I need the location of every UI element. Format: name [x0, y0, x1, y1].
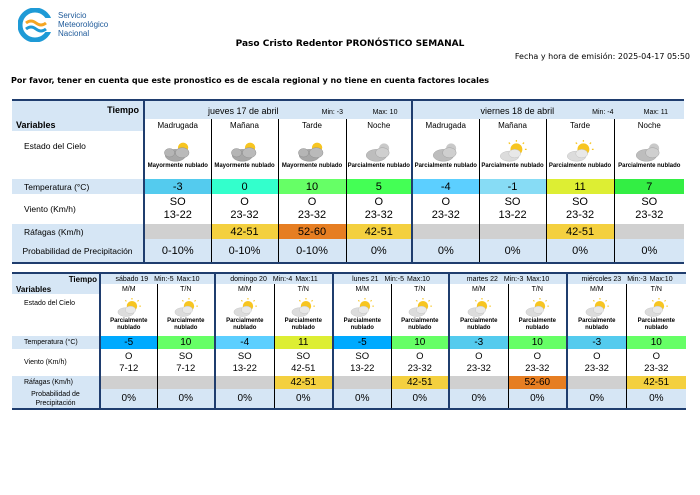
- wind-direction: SO: [504, 196, 521, 208]
- sky-text: Parcialmente nublado: [343, 318, 381, 331]
- sky-text: Parcialmente nublado: [284, 318, 322, 331]
- partly-cloudy-icon: [480, 140, 546, 163]
- sky-cell: [278, 131, 346, 179]
- sky-cell: [508, 294, 567, 336]
- period-label: T/N: [157, 284, 215, 294]
- partly-cloudy-icon: [568, 298, 626, 318]
- wind-speed: 23-32: [466, 362, 491, 374]
- partly-cloudy-night-icon: [615, 140, 685, 163]
- period-label: Tarde: [546, 119, 614, 131]
- gust-cell: [449, 376, 508, 389]
- wind-speed: 23-32: [565, 209, 595, 221]
- sky-cell: [567, 294, 626, 336]
- wind-direction: O: [652, 350, 660, 362]
- wind-cell: [100, 349, 157, 376]
- wind-speed: 13-22: [163, 209, 192, 221]
- period-label: Mañana: [479, 119, 546, 131]
- wind-cell: [479, 194, 546, 224]
- precip-prob-cell: 0%: [479, 239, 546, 263]
- temperature-cell: -5: [100, 336, 157, 349]
- sky-cell: [626, 294, 686, 336]
- wind-direction: O: [307, 196, 317, 208]
- wind-cell: [626, 349, 686, 376]
- sky-text: Parcialmente nublado: [578, 318, 616, 331]
- page-title: Paso Cristo Redentor PRONÓSTICO SEMANAL: [235, 39, 465, 49]
- sky-cell: [144, 131, 211, 179]
- sky-text: Parcialmente nublado: [347, 163, 410, 169]
- smn-logo-icon: [18, 8, 58, 42]
- temperature-cell: -3: [567, 336, 626, 349]
- temperature-cell: 11: [274, 336, 333, 349]
- temperature-cell: -3: [449, 336, 508, 349]
- sky-text: Parcialmente nublado: [548, 163, 612, 169]
- period-label: T/N: [508, 284, 567, 294]
- sky-text: Parcialmente nublado: [226, 318, 264, 331]
- sky-text: Parcialmente nublado: [401, 318, 439, 331]
- period-label: Madrugada: [412, 119, 479, 131]
- partly-cloudy-icon: [450, 298, 508, 318]
- period-label: T/N: [391, 284, 449, 294]
- wind-speed: 13-22: [498, 209, 527, 221]
- wind-direction: SO: [572, 196, 588, 208]
- wind-speed: 23-32: [644, 362, 669, 374]
- sky-text: Mayormente nublado: [281, 163, 343, 169]
- day-header-2: viernes 18 de abril Min: -4 Max: 11: [412, 100, 684, 119]
- temperature-cell: -4: [412, 179, 479, 194]
- day-max: Max:10: [407, 275, 430, 283]
- gust-cell: 52-60: [508, 376, 567, 389]
- wind-speed: 23-32: [525, 362, 550, 374]
- period-label: T/N: [274, 284, 333, 294]
- temperature-cell: -5: [333, 336, 391, 349]
- wind-direction: O: [416, 350, 424, 362]
- temp-label: Temperatura (°C): [12, 179, 144, 194]
- precip-prob-cell: 0%: [412, 239, 479, 263]
- issue-datetime: Fecha y hora de emisión: 2025-04-17 05:50: [514, 52, 690, 61]
- precip-prob-cell: 0%: [614, 239, 684, 263]
- partly-cloudy-icon: [275, 298, 333, 318]
- sky-cell: [412, 131, 479, 179]
- wind-direction: SO: [296, 350, 311, 362]
- temp-label: Temperatura (°C): [12, 336, 100, 349]
- wind-speed: 23-32: [230, 209, 259, 221]
- gust-cell: 42-51: [391, 376, 449, 389]
- wind-direction: SO: [178, 350, 193, 362]
- partly-cloudy-night-icon: [347, 140, 412, 163]
- day-max: Max:10: [526, 275, 550, 283]
- temperature-cell: 10: [626, 336, 686, 349]
- wind-cell: [215, 349, 274, 376]
- wind-label: Viento (Km/h): [12, 194, 144, 224]
- precip-prob-cell: 0-10%: [211, 239, 278, 263]
- wind-cell: [333, 349, 391, 376]
- tiempo-label: Tiempo: [12, 100, 144, 119]
- partly-cloudy-icon: [334, 298, 391, 318]
- precip-prob-cell: 0%: [508, 389, 567, 409]
- day-min: Min:-3: [627, 275, 647, 283]
- day-min: Min:-5: [384, 275, 404, 283]
- wind-speed: 23-32: [431, 209, 460, 221]
- temperature-cell: 10: [278, 179, 346, 194]
- period-label: Madrugada: [144, 119, 211, 131]
- day-header: [567, 273, 686, 284]
- variables-label: Variables: [16, 120, 56, 130]
- sky-cell: [391, 294, 449, 336]
- prob-label: Probabilidad de Precipitación: [12, 389, 100, 409]
- wind-direction: SO: [169, 196, 186, 208]
- gust-cell: 42-51: [346, 224, 412, 239]
- day-name: martes 22: [466, 275, 498, 283]
- wind-cell: [412, 194, 479, 224]
- sky-cell: [211, 131, 278, 179]
- wind-cell: [274, 349, 333, 376]
- day-header: [449, 273, 567, 284]
- temperature-cell: 11: [546, 179, 614, 194]
- prob-label: Probabilidad de Precipitación: [12, 239, 144, 263]
- period-label: Noche: [346, 119, 412, 131]
- gust-cell: 42-51: [546, 224, 614, 239]
- wind-direction: O: [593, 350, 601, 362]
- gust-cell: 42-51: [274, 376, 333, 389]
- gust-cell: [100, 376, 157, 389]
- tiempo-label: Tiempo: [12, 273, 100, 284]
- wind-cell: [449, 349, 508, 376]
- day-header: [333, 273, 449, 284]
- gust-cell: 42-51: [626, 376, 686, 389]
- sky-text: Mayormente nublado: [147, 163, 208, 169]
- variables-label: Variables: [12, 284, 100, 294]
- sky-label: Estado del Cielo: [12, 294, 100, 336]
- gust-cell: [479, 224, 546, 239]
- sky-text: Parcialmente nublado: [460, 318, 498, 331]
- wind-speed: 23-32: [407, 362, 432, 374]
- wind-cell: [614, 194, 684, 224]
- sky-cell: [100, 294, 157, 336]
- precip-prob-cell: 0%: [346, 239, 412, 263]
- wind-cell: [157, 349, 215, 376]
- sky-text: Parcialmente nublado: [110, 318, 148, 331]
- wind-cell: [211, 194, 278, 224]
- wind-speed: 23-32: [584, 362, 609, 374]
- period-label: M/M: [567, 284, 626, 294]
- precip-prob-cell: 0%: [391, 389, 449, 409]
- wind-direction: O: [533, 350, 541, 362]
- wind-cell: [567, 349, 626, 376]
- day-header-1: jueves 17 de abril Min: -3 Max: 10: [144, 100, 412, 119]
- period-label: Tarde: [278, 119, 346, 131]
- day-max: Max:10: [649, 275, 673, 283]
- precip-prob-cell: 0%: [449, 389, 508, 409]
- temperature-cell: 0: [211, 179, 278, 194]
- sky-cell: [546, 131, 614, 179]
- precip-prob-cell: 0%: [100, 389, 157, 409]
- partly-cloudy-night-icon: [413, 140, 479, 163]
- gust-cell: [215, 376, 274, 389]
- wind-direction: SO: [641, 196, 658, 208]
- sky-text: Parcialmente nublado: [481, 163, 544, 169]
- partly-cloudy-icon: [509, 298, 567, 318]
- precip-prob-cell: 0%: [333, 389, 391, 409]
- day-max: Max:10: [176, 275, 200, 283]
- partly-cloudy-icon: [547, 140, 614, 163]
- period-label: M/M: [100, 284, 157, 294]
- partly-cloudy-icon: [627, 298, 687, 318]
- day-min: Min:-5: [154, 275, 174, 283]
- precip-prob-cell: 0-10%: [144, 239, 211, 263]
- gust-cell: [144, 224, 211, 239]
- sky-cell: [449, 294, 508, 336]
- partly-cloudy-icon: [216, 298, 274, 318]
- temperature-cell: 5: [346, 179, 412, 194]
- sky-text: Parcialmente nublado: [618, 163, 681, 169]
- wind-speed: 23-32: [635, 209, 664, 221]
- temperature-cell: -1: [479, 179, 546, 194]
- precip-prob-cell: 0%: [274, 389, 333, 409]
- temperature-cell: 10: [391, 336, 449, 349]
- sky-text: Parcialmente nublado: [167, 318, 205, 331]
- wind-speed: 7-12: [119, 362, 139, 374]
- sky-cell: [157, 294, 215, 336]
- day-min: Min:-4: [272, 275, 293, 283]
- wind-direction: O: [441, 196, 451, 208]
- gust-cell: 42-51: [211, 224, 278, 239]
- wind-speed: 23-32: [297, 209, 327, 221]
- temperature-cell: 7: [614, 179, 684, 194]
- wind-cell: [508, 349, 567, 376]
- gust-cell: [614, 224, 684, 239]
- wind-direction: O: [374, 196, 384, 208]
- wind-speed: 42-51: [291, 362, 316, 374]
- mostly-cloudy-icon: [145, 140, 211, 163]
- wind-cell: [144, 194, 211, 224]
- period-label: Noche: [614, 119, 684, 131]
- regional-note: Por favor, tener en cuenta que este pronostico es de escala regional y no tiene en cuenta factores locales: [11, 76, 490, 85]
- wind-speed: 23-32: [364, 209, 393, 221]
- precip-prob-cell: 0%: [567, 389, 626, 409]
- wind-label: Viento (Km/h): [12, 349, 100, 376]
- temperature-cell: 10: [157, 336, 215, 349]
- forecast-table-days-3-7: [12, 272, 686, 410]
- sky-cell: [346, 131, 412, 179]
- wind-speed: 7-12: [176, 362, 196, 374]
- precip-prob-cell: 0-10%: [278, 239, 346, 263]
- period-label: T/N: [626, 284, 686, 294]
- logo-text: Servicio Meteorológico Nacional: [58, 11, 109, 38]
- wind-direction: O: [240, 196, 249, 208]
- partly-cloudy-icon: [392, 298, 449, 318]
- sky-cell: [479, 131, 546, 179]
- precip-prob-cell: 0%: [626, 389, 686, 409]
- day-name: lunes 21: [352, 275, 379, 283]
- precip-prob-cell: 0%: [215, 389, 274, 409]
- gust-cell: [333, 376, 391, 389]
- wind-cell: [278, 194, 346, 224]
- day-name: sábado 19: [115, 275, 149, 283]
- wind-direction: O: [475, 350, 483, 362]
- precip-prob-cell: 0%: [546, 239, 614, 263]
- period-label: Mañana: [211, 119, 278, 131]
- wind-direction: SO: [237, 350, 252, 362]
- period-label: M/M: [333, 284, 391, 294]
- period-label: M/M: [215, 284, 274, 294]
- day-min: Min:-3: [503, 275, 524, 283]
- gust-label: Ráfagas (Km/h): [12, 376, 100, 389]
- day-header: [100, 273, 215, 284]
- gust-label: Ráfagas (Km/h): [12, 224, 144, 239]
- sky-text: Parcialmente nublado: [518, 318, 556, 331]
- day-name: domingo 20: [230, 275, 267, 283]
- precip-prob-cell: 0%: [157, 389, 215, 409]
- wind-cell: [346, 194, 412, 224]
- mostly-cloudy-icon: [279, 140, 346, 163]
- wind-speed: 13-22: [350, 362, 375, 374]
- partly-cloudy-icon: [158, 298, 215, 318]
- day-name: miércoles 23: [581, 275, 622, 283]
- temperature-cell: -4: [215, 336, 274, 349]
- sky-text: Parcialmente nublado: [414, 163, 477, 169]
- gust-cell: [567, 376, 626, 389]
- day-max: Max:11: [295, 275, 318, 283]
- partly-cloudy-icon: [101, 298, 157, 318]
- sky-label: Estado del Cielo: [12, 131, 144, 179]
- wind-direction: O: [125, 350, 133, 362]
- wind-cell: [391, 349, 449, 376]
- forecast-table-days-1-2: [12, 99, 684, 264]
- mostly-cloudy-icon: [212, 140, 278, 163]
- day-header: [215, 273, 333, 284]
- gust-cell: 52-60: [278, 224, 346, 239]
- wind-direction: SO: [355, 350, 370, 362]
- gust-cell: [412, 224, 479, 239]
- sky-text: Mayormente nublado: [214, 163, 275, 169]
- period-label: M/M: [449, 284, 508, 294]
- sky-cell: [614, 131, 684, 179]
- gust-cell: [157, 376, 215, 389]
- sky-cell: [215, 294, 274, 336]
- sky-cell: [333, 294, 391, 336]
- sky-text: Parcialmente nublado: [637, 318, 675, 331]
- sky-cell: [274, 294, 333, 336]
- temperature-cell: 10: [508, 336, 567, 349]
- wind-speed: 13-22: [232, 362, 257, 374]
- wind-cell: [546, 194, 614, 224]
- temperature-cell: -3: [144, 179, 211, 194]
